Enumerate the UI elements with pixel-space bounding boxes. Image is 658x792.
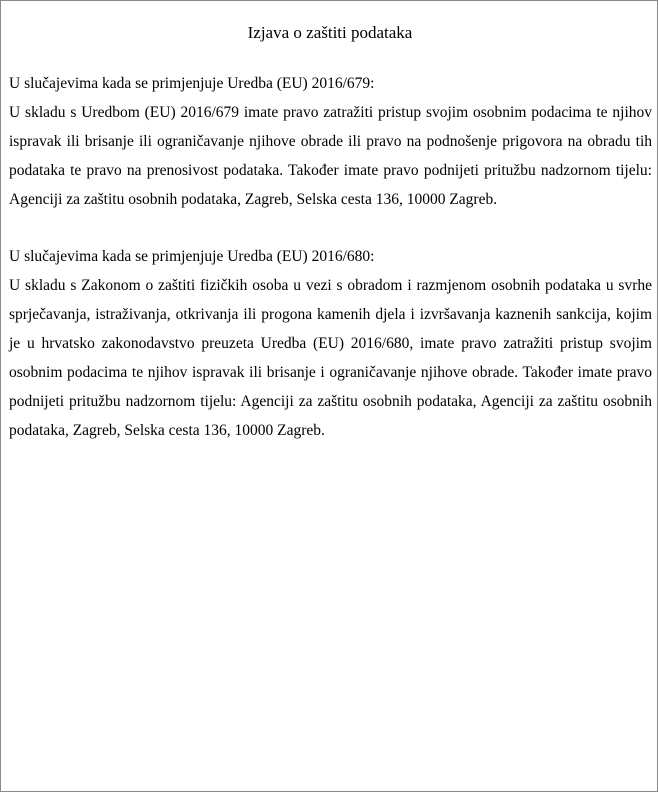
paragraph-line: podnijeti pritužbu nadzornom tijelu: Agenciji za zaštitu osobnih podataka, Agenciji za zaštitu osobnih <box>9 393 652 410</box>
section-heading: U slučajevima kada se primjenjuje Uredba (EU) 2016/679: <box>9 75 375 92</box>
paragraph-line: podataka, Zagreb, Selska cesta 136, 10000 Zagreb. <box>9 422 325 439</box>
paragraph-line: osobnim podacima te njihov ispravak ili brisanje i ograničavanje njihove obrade. Također imate pravo <box>9 364 652 381</box>
paragraph-line: U skladu s Zakonom o zaštiti fizičkih osoba u vezi s obradom i razmjenom osobnih podataka u svrhe <box>9 277 652 294</box>
paragraph-line: U skladu s Uredbom (EU) 2016/679 imate pravo zatražiti pristup svojim osobnim podacima te njihov <box>9 104 652 121</box>
paragraph-line: podataka te pravo na prenosivost podataka. Također imate pravo podnijeti pritužbu nadzornom tijelu: <box>9 162 652 179</box>
document-title: Izjava o zaštiti podataka <box>247 23 413 42</box>
section-gdpr <box>9 74 652 219</box>
section-led <box>9 247 652 450</box>
paragraph-line: ispravak ili brisanje ili ograničavanje njihove obrade ili pravo na podnošenje prigovora na obradu tih <box>9 133 652 150</box>
section-heading: U slučajevima kada se primjenjuje Uredba (EU) 2016/680: <box>9 248 375 265</box>
paragraph-line: Agenciji za zaštitu osobnih podataka, Zagreb, Selska cesta 136, 10000 Zagreb. <box>9 191 498 208</box>
paragraph-line: je u hrvatsko zakonodavstvo preuzeta Uredba (EU) 2016/680, imate pravo zatražiti pristup svojim <box>9 335 652 352</box>
paragraph-line: sprječavanja, istraživanja, otkrivanja ili progona kamenih djela i izvršavanja kaznenih sankcija, kojim <box>9 306 652 323</box>
